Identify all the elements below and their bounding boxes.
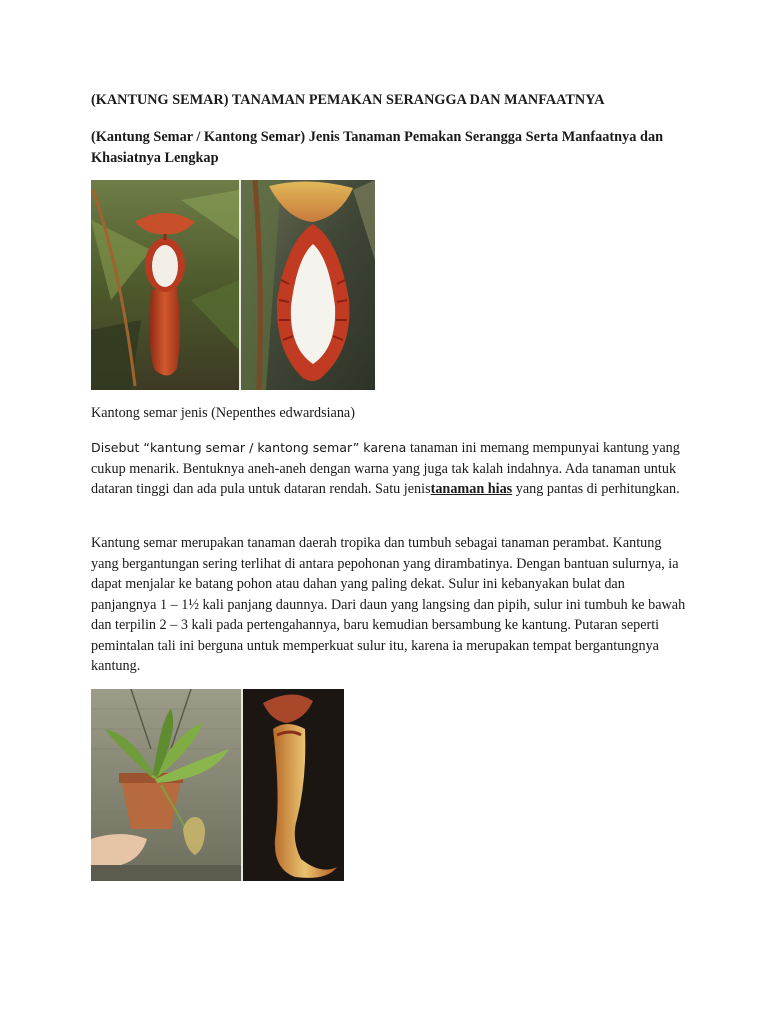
paragraph-description: Kantung semar merupakan tanaman daerah tropika dan tumbuh sebagai tanaman perambat. Kantung yang bergantungan sering terlihat di antara pepohonan yang dirambatinya. Dengan bantuan sulurnya, ia dapat menjalar ke batang pohon atau dahan yang paling dekat. Sulur ini kebanyakan bulat dan panjangnya 1 – 1½ kali panjang daunnya. Dari daun yang langsing dan pipih, sulur ini tumbuh ke bawah dan terpilin 2 – 3 kali pada pertengahannya, baru kemudian bersambung ke kantung. Putaran seperti pemintalan tali ini berguna untuk memperkuat sulur itu, karena ia merupakan tempat bergantungnya kantung.	[91, 535, 686, 674]
kantung-semar-plant-photo	[91, 689, 344, 881]
tanaman-hias-link[interactable]: tanaman hias	[430, 481, 513, 497]
nepenthes-edwardsiana-photo	[91, 180, 375, 390]
figure-caption: Kantong semar jenis (Nepenthes edwardsiana)	[91, 405, 355, 421]
paragraph-intro	[91, 438, 691, 500]
paragraph-intro-end: yang pantas di perhitungkan.	[512, 481, 680, 497]
document-subtitle: (Kantung Semar / Kantong Semar) Jenis Tanaman Pemakan Serangga Serta Manfaatnya dan Khasiatnya Lengkap	[91, 129, 664, 166]
paragraph-intro-lead: Disebut “kantung semar / kantong semar” karena	[91, 440, 407, 455]
paragraph-intro-text: tanaman ini memang mempunyai kantung yang cukup menarik. Bentuknya aneh-aneh dengan warna yang juga tak kalah indahnya. Ada tanaman untuk dataran tinggi dan ada pula untuk dataran rendah. Satu jenis	[91, 440, 680, 497]
document-title: (KANTUNG SEMAR) TANAMAN PEMAKAN SERANGGA DAN MANFAATNYA	[91, 92, 605, 108]
